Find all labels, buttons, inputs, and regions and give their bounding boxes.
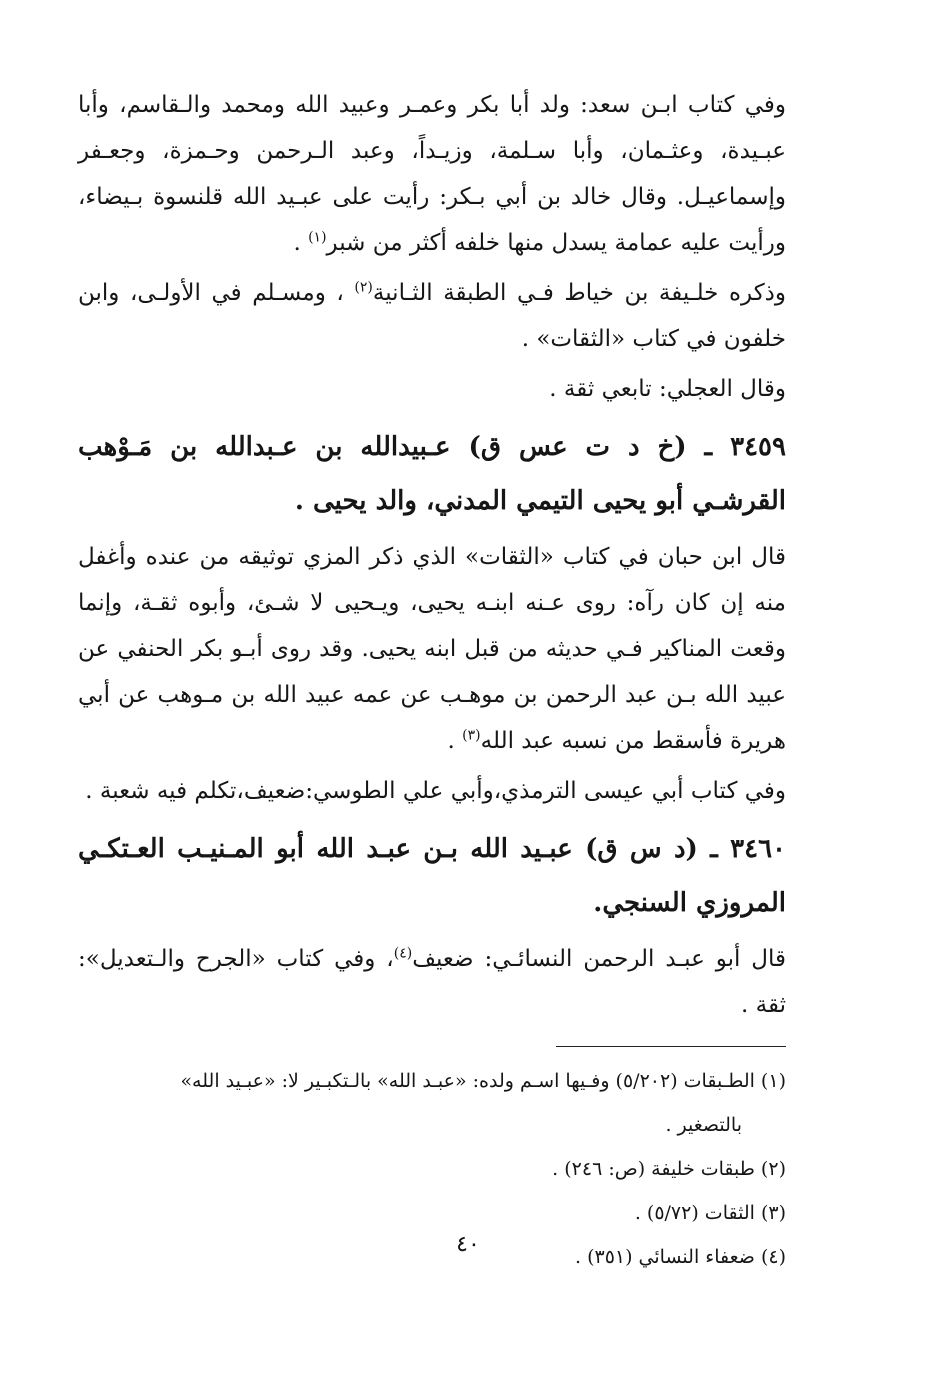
- paragraph-tirmidhi: [78, 768, 786, 814]
- entry-title: ـ (د س ق) عبـيد الله بـن عبـد الله أبو المـنيـب العـتكـي المروزي السنجي.: [78, 834, 786, 918]
- paragraph-nasai: [78, 936, 786, 1028]
- footnote-ref[interactable]: (٣): [462, 727, 481, 744]
- footnote-ref[interactable]: (٢): [354, 279, 373, 296]
- footnote-1-continuation: بالتصغير .: [665, 1114, 742, 1136]
- footnote-ref[interactable]: (٤): [393, 945, 413, 962]
- footnote-3: (٣) الثقات (٥/٧٢) .: [634, 1202, 786, 1224]
- paragraph-end: ، وفي كتاب «الجرح والـتعديل»: ثقة .: [78, 946, 786, 1018]
- paragraph-ibn-hibban: [78, 534, 786, 764]
- paragraph-text: قال أبو عبـد الرحمن النسائـي: ضعيف: [412, 946, 786, 972]
- paragraph-end: ، ومسـلم في الأولـى، وابن خلفون في كتاب «الثقات» .: [78, 280, 786, 352]
- paragraph-ibn-saad: [78, 82, 786, 266]
- paragraph-ijli: [78, 366, 786, 412]
- entry-number: ٣٤٥٩: [730, 432, 786, 462]
- footnote-4: (٤) ضعفاء النسائي (٣٥١) .: [574, 1246, 786, 1268]
- entry-heading-3460: [78, 822, 786, 930]
- paragraph-text: قال ابن حبان في كتاب «الثقات» الذي ذكر المزي توثيقه من عنده وأغفل منه إن كان رآه: روى عـنه ابنـه يحيى، ويـحيى لا شـئ، وأبوه ثقـة، وإنما وقعت المناكير فـي حديثه من قبل ابنه يحيى. وقد روى أبـو بكر الحنفي عن عبيد الله بـن عبد الرحمن بن موهـب عن عمه عبيد الله بن مـوهب عن أبي هريرة فأسقط من نسبه عبد الله: [78, 544, 786, 754]
- entry-title: ـ (خ د ت عس ق) عـبيدالله بن عـبدالله بن مَـوْهب القرشـي أبو يحيى التيمي المدني، والد يحيى .: [78, 432, 786, 516]
- footnote-ref[interactable]: (١): [308, 229, 327, 246]
- paragraph-text: وقال العجلي: تابعي ثقة .: [549, 376, 786, 402]
- paragraph-end: .: [293, 230, 309, 256]
- paragraph-khalifa: [78, 270, 786, 362]
- paragraph-end: .: [447, 728, 463, 754]
- paragraph-text: وفي كتاب ابـن سعد: ولد أبا بكر وعمـر وعبيد الله ومحمد والـقاسم، وأبا عبـيدة، وعثـمان، وأبا سـلمة، وزيـداً، وعبد الـرحمن وحـمزة، وجعـفر وإسماعيـل. وقال خالد بن أبي بـكر: رأيت على عبـيد الله قلنسوة بـيضاء، ورأيت عليه عمامة يسدل منها خلفه أكثر من شبر: [78, 92, 786, 256]
- footnote-2: (٢) طبقات خليفة (ص: ٢٤٦) .: [552, 1158, 786, 1180]
- entry-heading-3459: [78, 420, 786, 528]
- footnote-divider: [556, 1046, 786, 1047]
- page-body: [78, 82, 786, 1279]
- page-number: ٤٠: [456, 1232, 480, 1257]
- paragraph-text: وذكره خلـيفة بن خياط فـي الطبقة الثـانية: [372, 280, 787, 306]
- paragraph-text: وفي كتاب أبي عيسى الترمذي،وأبي علي الطوسي:ضعيف،تكلم فيه شعبة .: [85, 778, 786, 804]
- entry-number: ٣٤٦٠: [730, 834, 786, 864]
- footnote-1: (١) الطـبقات (٥/٢٠٢) وفـيها اسـم ولده: «عبـد الله» بالـتكبـير لا: «عبـيد الله»: [180, 1070, 786, 1092]
